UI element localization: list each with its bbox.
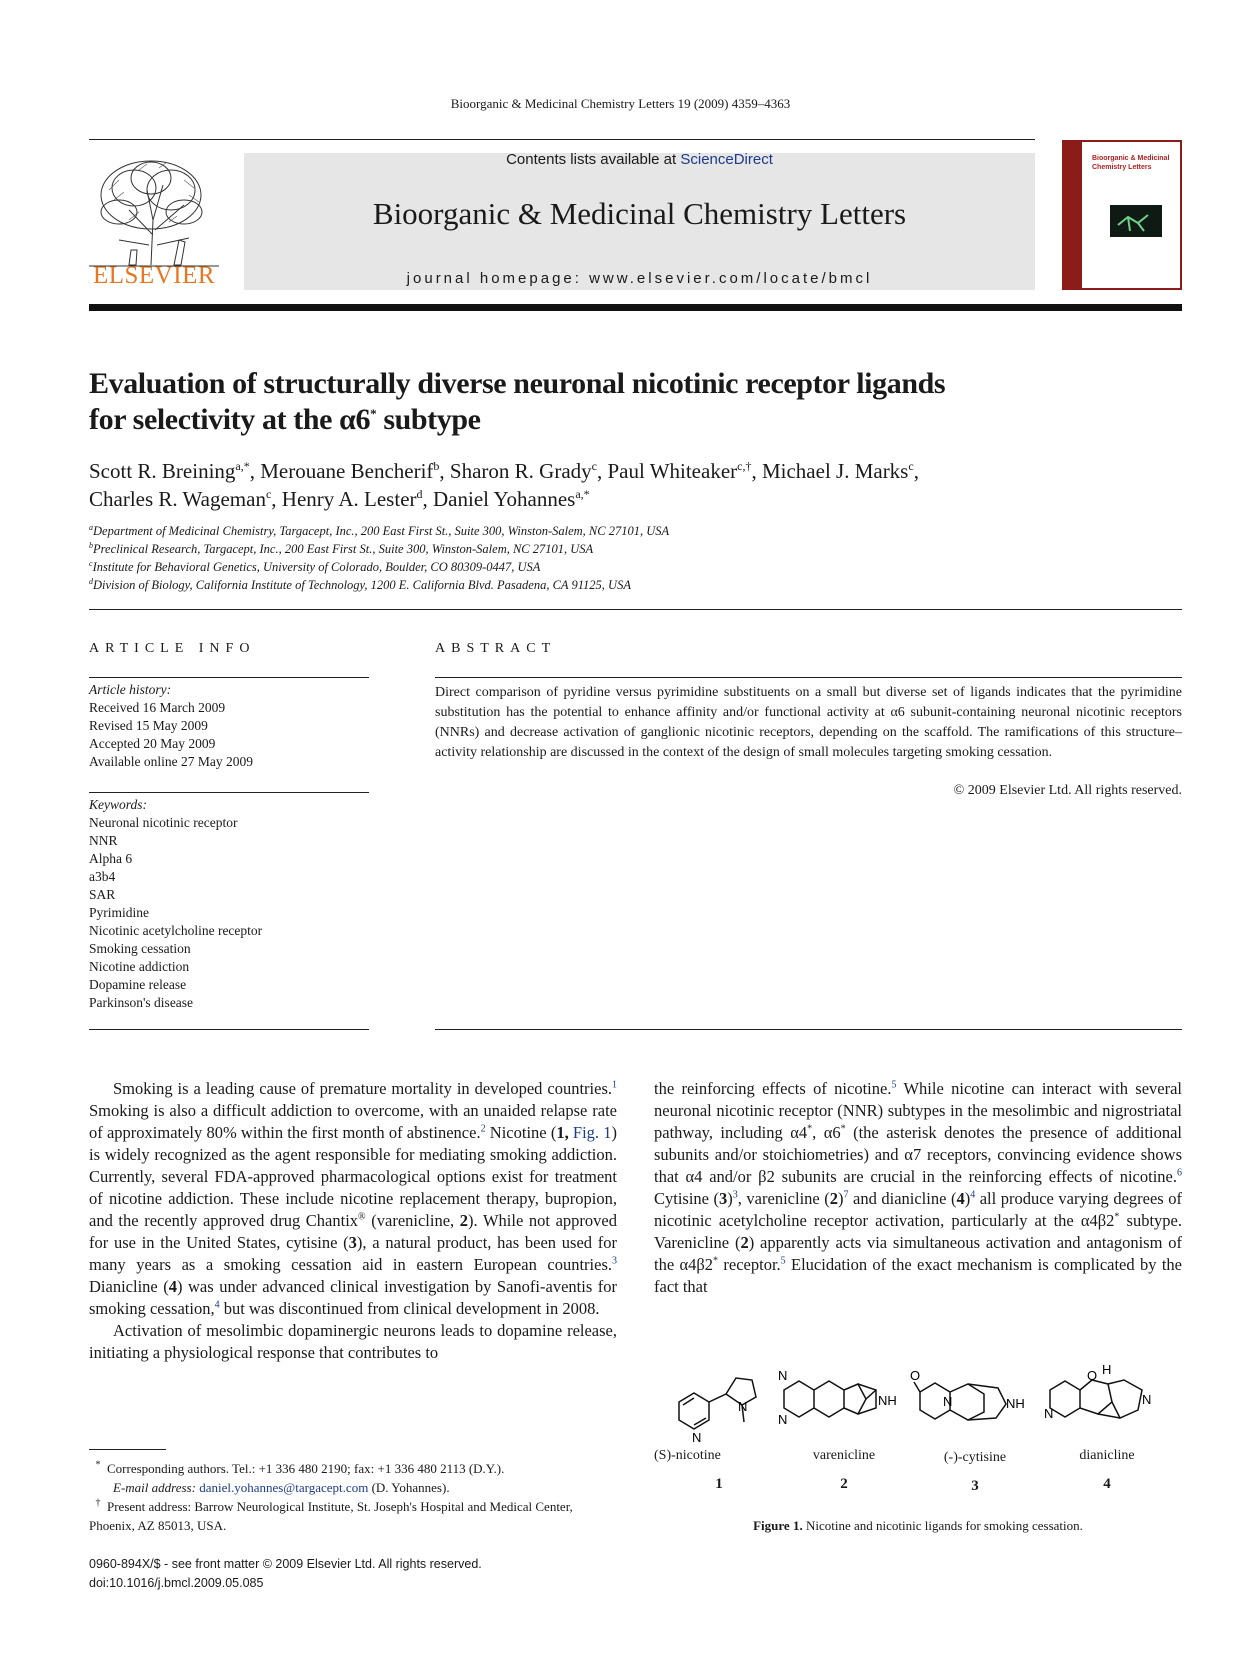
contents-line xyxy=(244,151,1035,168)
atom-label: N xyxy=(1044,1406,1054,1421)
author-affiliation-mark: c xyxy=(591,459,597,473)
author-name: Paul Whiteaker xyxy=(607,459,738,483)
compound-name: (S)-nicotine xyxy=(654,1448,721,1463)
atom-label: N xyxy=(692,1430,702,1445)
author[interactable] xyxy=(260,459,439,483)
info-rule xyxy=(89,1029,369,1030)
author-name: Scott R. Breining xyxy=(89,459,236,483)
issn-line: 0960-894X/$ - see front matter © 2009 Elsevier Ltd. All rights reserved. xyxy=(89,1557,482,1571)
figure-caption xyxy=(654,1518,1182,1534)
author[interactable] xyxy=(433,487,590,511)
doi-line[interactable]: doi:10.1016/j.bmcl.2009.05.085 xyxy=(89,1576,264,1590)
author-name: Merouane Bencherif xyxy=(260,459,434,483)
running-head: Bioorganic & Medicinal Chemistry Letters 19 (2009) 4359–4363 xyxy=(450,96,791,111)
atom-label: N xyxy=(778,1368,788,1383)
body-right-column xyxy=(654,1078,1182,1298)
varenicline-structure xyxy=(772,1360,912,1445)
nicotine-structure xyxy=(664,1360,774,1445)
figure-link[interactable]: Fig. 1 xyxy=(572,1123,612,1142)
author-affiliation-mark: c xyxy=(265,487,272,501)
body-left-column xyxy=(89,1078,617,1364)
compound-number: 4 xyxy=(1103,1476,1111,1492)
atom-label: O xyxy=(1087,1368,1098,1383)
affiliation xyxy=(89,522,1182,540)
affiliation-rule xyxy=(89,609,1182,610)
body-paragraph: Smoking is a leading cause of premature mortality in developed countries.$^1$ Smoking is also a difficult addiction to overcome, with an unaided relapse rate of approximately 80% within the first month of abstinence.$^2$ Nicotine (1, Fig. 1) is widely recognized as the agent responsible for mediating smoking addiction. Currently, several FDA-approved pharmacological options exist for treatment of nicotine addiction. These include nicotine replacement therapy, bupropion, and the recently approved drug Chantix® (varenicline, 2). While not approved for use in the United States, cytisine (3), a natural product, has been used for many years as a smoking cessation aid in eastern European countries.$^3$ Dianicline (4) was under advanced clinical investigation by Sanofi-aventis for smoking cessation,$^4$ but was discontinued from clinical development in 2008. xyxy=(89,1079,618,1318)
dianicline-structure xyxy=(1042,1360,1182,1445)
article-info-heading: ARTICLE INFO xyxy=(89,641,256,656)
author-affiliation-mark: c xyxy=(908,459,914,473)
body-paragraph: Activation of mesolimbic dopaminergic neurons leads to dopamine release, initiating a physiological response that contributes to xyxy=(89,1321,617,1362)
affiliation-text: Department of Medicinal Chemistry, Targacept, Inc., 200 East First St., Suite 300, Winston-Salem, NC 27101, USA xyxy=(93,524,670,538)
figure-1 xyxy=(654,1360,1182,1494)
reference-link[interactable]: 2 xyxy=(480,1123,486,1135)
author-name: Henry A. Lester xyxy=(281,487,417,511)
email-suffix: (D. Yohannes). xyxy=(368,1480,450,1495)
atom-label: N xyxy=(738,1399,748,1414)
info-rule xyxy=(89,792,369,793)
header-rule xyxy=(89,139,1035,140)
affiliation-text: Institute for Behavioral Genetics, University of Colorado, Boulder, CO 80309-0447, USA xyxy=(92,560,541,574)
reference-link[interactable]: 3 xyxy=(732,1189,738,1201)
history-item: Received 16 March 2009 xyxy=(89,700,226,715)
reference-link[interactable]: 6 xyxy=(1177,1167,1182,1179)
footnote-text: Present address: Barrow Neurological Institute, St. Joseph's Hospital and Medical Center, Phoenix, AZ 85013, USA. xyxy=(89,1499,573,1533)
compound-name: (-)-cytisine xyxy=(943,1450,1007,1465)
elsevier-wordmark: ELSEVIER xyxy=(92,262,216,289)
keyword: SAR xyxy=(89,887,116,902)
author-affiliation-mark: a,* xyxy=(235,459,250,473)
history-item: Revised 15 May 2009 xyxy=(89,718,208,733)
author-name: Sharon R. Grady xyxy=(449,459,592,483)
keyword: Parkinson's disease xyxy=(89,995,194,1010)
abstract-copyright: © 2009 Elsevier Ltd. All rights reserved. xyxy=(953,783,1182,798)
author-affiliation-mark: d xyxy=(416,487,423,501)
info-rule xyxy=(89,677,369,678)
author-name: Charles R. Wageman xyxy=(89,487,266,511)
keywords xyxy=(89,796,369,1012)
affiliation-text: Preclinical Research, Targacept, Inc., 200 East First St., Suite 300, Winston-Salem, NC 27101, USA xyxy=(93,542,594,556)
masthead-rule xyxy=(89,304,1182,311)
keyword: Dopamine release xyxy=(89,977,187,992)
author[interactable] xyxy=(89,459,250,483)
title-superscript: * xyxy=(370,406,377,421)
keywords-label: Keywords: xyxy=(89,797,147,812)
author-name: Michael J. Marks xyxy=(761,459,909,483)
title-line-2-suffix: subtype xyxy=(376,403,481,436)
footnote-mark: * xyxy=(95,1459,101,1471)
history-item: Accepted 20 May 2009 xyxy=(89,736,216,751)
article-history xyxy=(89,681,369,771)
journal-title: Bioorganic & Medicinal Chemistry Letters xyxy=(372,196,907,231)
contents-prefix: Contents lists available at xyxy=(506,151,681,168)
title-line-2-text: for selectivity at the α6 xyxy=(89,403,371,436)
atom-label: O xyxy=(910,1368,921,1383)
atom-label: H xyxy=(1102,1362,1112,1377)
keyword: NNR xyxy=(89,833,118,848)
front-matter xyxy=(89,1555,617,1593)
figure-caption-text: Nicotine and nicotinic ligands for smoking cessation. xyxy=(802,1518,1083,1533)
affiliation-key: c xyxy=(89,558,93,568)
author-affiliation-mark: a,* xyxy=(575,487,590,501)
article-title xyxy=(89,366,1089,438)
affiliation-key: b xyxy=(89,540,93,550)
cover-title: Bioorganic & Medicinal Chemistry Letters xyxy=(1092,155,1170,171)
compound-number: 2 xyxy=(840,1476,848,1492)
affiliations xyxy=(89,522,1182,594)
author[interactable] xyxy=(89,487,271,511)
author-name: Daniel Yohannes xyxy=(433,487,576,511)
reference-link[interactable]: 4 xyxy=(970,1189,976,1201)
affiliation xyxy=(89,558,1182,576)
footnotes xyxy=(89,1459,617,1535)
footnote-text: Corresponding authors. Tel.: +1 336 480 2190; fax: +1 336 480 2113 (D.Y.). xyxy=(107,1461,505,1476)
body-paragraph: the reinforcing effects of nicotine.$^5$ While nicotine can interact with several neuronal nicotinic receptor (NNR) subtypes in the mesolimbic and nigrostriatal pathway, including α4*, α6* (the asterisk denotes the presence of additional subunits and/or stoichiometries) and α7 receptors, convincing evidence shows that α4 and/or β2 subunits are crucial in the reinforcing effects of nicotine.$^6$ Cytisine (3)$^3$, varenicline (2)$^7$ and dianicline (4)$^4$ all produce varying degrees of nicotinic acetylcholine receptor activation, particularly at the α4β2* subtype. Varenicline (2) apparently acts via simultaneous activation and antagonism of the α4β2* receptor.$^5$ Elucidation of the exact mechanism is complicated by the fact that xyxy=(654,1079,1182,1296)
footnote-present-address xyxy=(89,1497,617,1535)
reference-link[interactable]: 5 xyxy=(780,1255,786,1267)
affiliation xyxy=(89,576,1182,594)
abstract-heading: ABSTRACT xyxy=(435,641,557,656)
affiliation-key: d xyxy=(89,576,93,586)
footnote-corresponding xyxy=(89,1459,617,1478)
keyword: Neuronal nicotinic receptor xyxy=(89,815,238,830)
atom-label: NH xyxy=(1006,1396,1025,1411)
email-label: E-mail address: xyxy=(113,1480,196,1495)
abstract-rule xyxy=(435,1029,1182,1030)
atom-label: NH xyxy=(878,1393,897,1408)
compound-name: dianicline xyxy=(1079,1448,1135,1463)
keyword: Nicotine addiction xyxy=(89,959,190,974)
author[interactable] xyxy=(607,459,751,483)
atom-label: N xyxy=(943,1394,953,1409)
author-list: Scott R. Breining$^{a,*}$, Merouane Bencherif$^b$, Sharon R. Grady$^c$, Paul Whiteaker$^{c,\dagger}$, Michael J. Marks$^c$, Charles R. Wageman$^c$, Henry A. Lester$^d$, Daniel Yohannes$^{a,*}$ xyxy=(89,459,919,511)
author-affiliation-mark: b xyxy=(433,459,440,473)
history-label: Article history: xyxy=(89,682,172,697)
author[interactable] xyxy=(282,487,423,511)
sciencedirect-link[interactable]: ScienceDirect xyxy=(680,151,773,168)
title-line-1: Evaluation of structurally diverse neuronal nicotinic receptor ligands xyxy=(89,367,946,400)
reference-link[interactable]: 4 xyxy=(214,1299,220,1311)
title-line-2 xyxy=(89,402,1089,438)
reference-link[interactable]: 5 xyxy=(891,1079,897,1091)
atom-label: N xyxy=(778,1412,788,1427)
abstract-rule xyxy=(435,677,1182,678)
cover-art xyxy=(1110,205,1162,237)
footnote-rule xyxy=(89,1449,166,1450)
compound-number: 1 xyxy=(715,1476,723,1492)
keyword: Smoking cessation xyxy=(89,941,191,956)
cover-molecule-image xyxy=(1110,205,1162,237)
affiliation-key: a xyxy=(89,522,93,532)
reference-link[interactable]: 7 xyxy=(843,1189,849,1201)
cytisine-structure xyxy=(910,1360,1040,1445)
email-link[interactable]: daniel.yohannes@targacept.com xyxy=(199,1480,369,1495)
compound-number: 3 xyxy=(971,1478,979,1494)
keyword: Alpha 6 xyxy=(89,851,133,866)
footnote-mark: † xyxy=(95,1497,101,1509)
affiliation xyxy=(89,540,1182,558)
affiliation-text: Division of Biology, California Institute of Technology, 1200 E. California Blvd. Pasadena, CA 91125, USA xyxy=(93,578,631,592)
author-affiliation-mark: c,† xyxy=(737,459,752,473)
figure-caption-label: Figure 1. xyxy=(753,1518,803,1533)
author[interactable] xyxy=(450,459,597,483)
history-item: Available online 27 May 2009 xyxy=(89,754,253,769)
keyword: Pyrimidine xyxy=(89,905,149,920)
reference-link[interactable]: 3 xyxy=(612,1255,617,1267)
footnote-email xyxy=(89,1478,617,1497)
compound-name: varenicline xyxy=(812,1448,876,1463)
keyword: Nicotinic acetylcholine receptor xyxy=(89,923,263,938)
journal-homepage-link[interactable]: journal homepage: www.elsevier.com/locate/bmcl xyxy=(406,270,873,287)
reference-link[interactable]: 1 xyxy=(612,1079,617,1091)
atom-label: N xyxy=(1142,1392,1152,1407)
keyword: a3b4 xyxy=(89,869,116,884)
abstract-text: Direct comparison of pyridine versus pyrimidine substituents on a small but diverse set of ligands indicates that the pyrimidine substitution has the potential to enhance affinity and/or functional activity at α6 subunit-containing neuronal nicotinic receptors (NNRs) and decrease activation of ganglionic nicotinic receptors, depending on the scaffold. The ramifications of this structure–activity relationship are discussed in the context of the design of small molecules targeting smoking cessation. xyxy=(435,685,1182,760)
author[interactable] xyxy=(762,459,914,483)
